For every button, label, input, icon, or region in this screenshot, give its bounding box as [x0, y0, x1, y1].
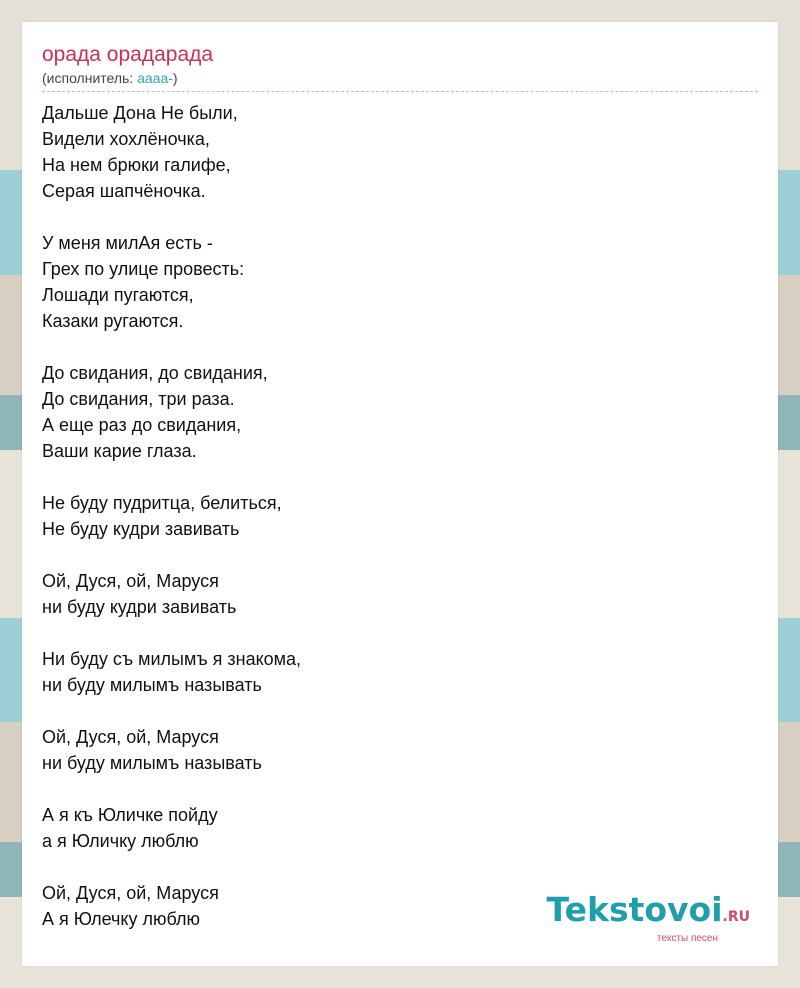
lyrics-stanza	[42, 360, 758, 464]
lyrics-line: Ваши карие глаза.	[42, 441, 197, 461]
artist-prefix: (исполнитель:	[42, 70, 138, 86]
lyrics-line: ни буду кудри завивать	[42, 597, 237, 617]
song-title: орада орадарада	[42, 43, 214, 66]
lyrics-line: Не буду кудри завивать	[42, 519, 240, 539]
lyrics-line: Дальше Дона Не были,	[42, 103, 238, 123]
lyrics-stanza	[42, 100, 758, 204]
lyrics-stanza	[42, 568, 758, 620]
artist-line	[42, 68, 758, 92]
lyrics-line: Видели хохлёночка,	[42, 129, 210, 149]
lyrics-line: Ни буду съ милымъ я знакома,	[42, 649, 302, 669]
lyrics-stanza	[42, 646, 758, 698]
lyrics-line: До свидания, три раза.	[42, 389, 235, 409]
lyrics-stanza	[42, 490, 758, 542]
lyrics-line: До свидания, до свидания,	[42, 363, 268, 383]
lyrics-text	[42, 100, 758, 932]
lyrics-line: ни буду милымъ называть	[42, 753, 262, 773]
lyrics-stanza	[42, 802, 758, 854]
lyrics-stanza	[42, 230, 758, 334]
lyrics-line: Лошади пугаются,	[42, 285, 194, 305]
lyrics-line: Не буду пудритца, белиться,	[42, 493, 282, 513]
lyrics-line: Ой, Дуся, ой, Маруся	[42, 883, 219, 903]
artist-link[interactable]: аааа-	[137, 70, 173, 86]
lyrics-line: а я Юличку люблю	[42, 831, 199, 851]
lyrics-line: А еще раз до свидания,	[42, 415, 242, 435]
lyrics-line: Ой, Дуся, ой, Маруся	[42, 727, 219, 747]
lyrics-line: Ой, Дуся, ой, Маруся	[42, 571, 219, 591]
site-logo[interactable]	[546, 890, 750, 944]
lyrics-line: У меня милАя есть -	[42, 233, 213, 253]
artist-suffix: )	[172, 70, 178, 86]
logo-tagline: тексты песен	[656, 933, 718, 944]
lyrics-line: Серая шапчёночка.	[42, 181, 206, 201]
lyrics-stanza	[42, 724, 758, 776]
logo-tld: .RU	[722, 909, 750, 925]
lyrics-line: Казаки ругаются.	[42, 311, 184, 331]
logo-wordmark	[546, 890, 750, 933]
lyrics-line: ни буду милымъ называть	[42, 675, 262, 695]
logo-name: Tekstovoi	[546, 890, 723, 929]
lyrics-line: На нем брюки галифе,	[42, 155, 231, 175]
lyrics-line: А я къ Юличке пойду	[42, 805, 218, 825]
lyrics-line: Грех по улице провесть:	[42, 259, 245, 279]
lyrics-line: А я Юлечку люблю	[42, 909, 201, 929]
lyrics-card	[22, 22, 778, 966]
